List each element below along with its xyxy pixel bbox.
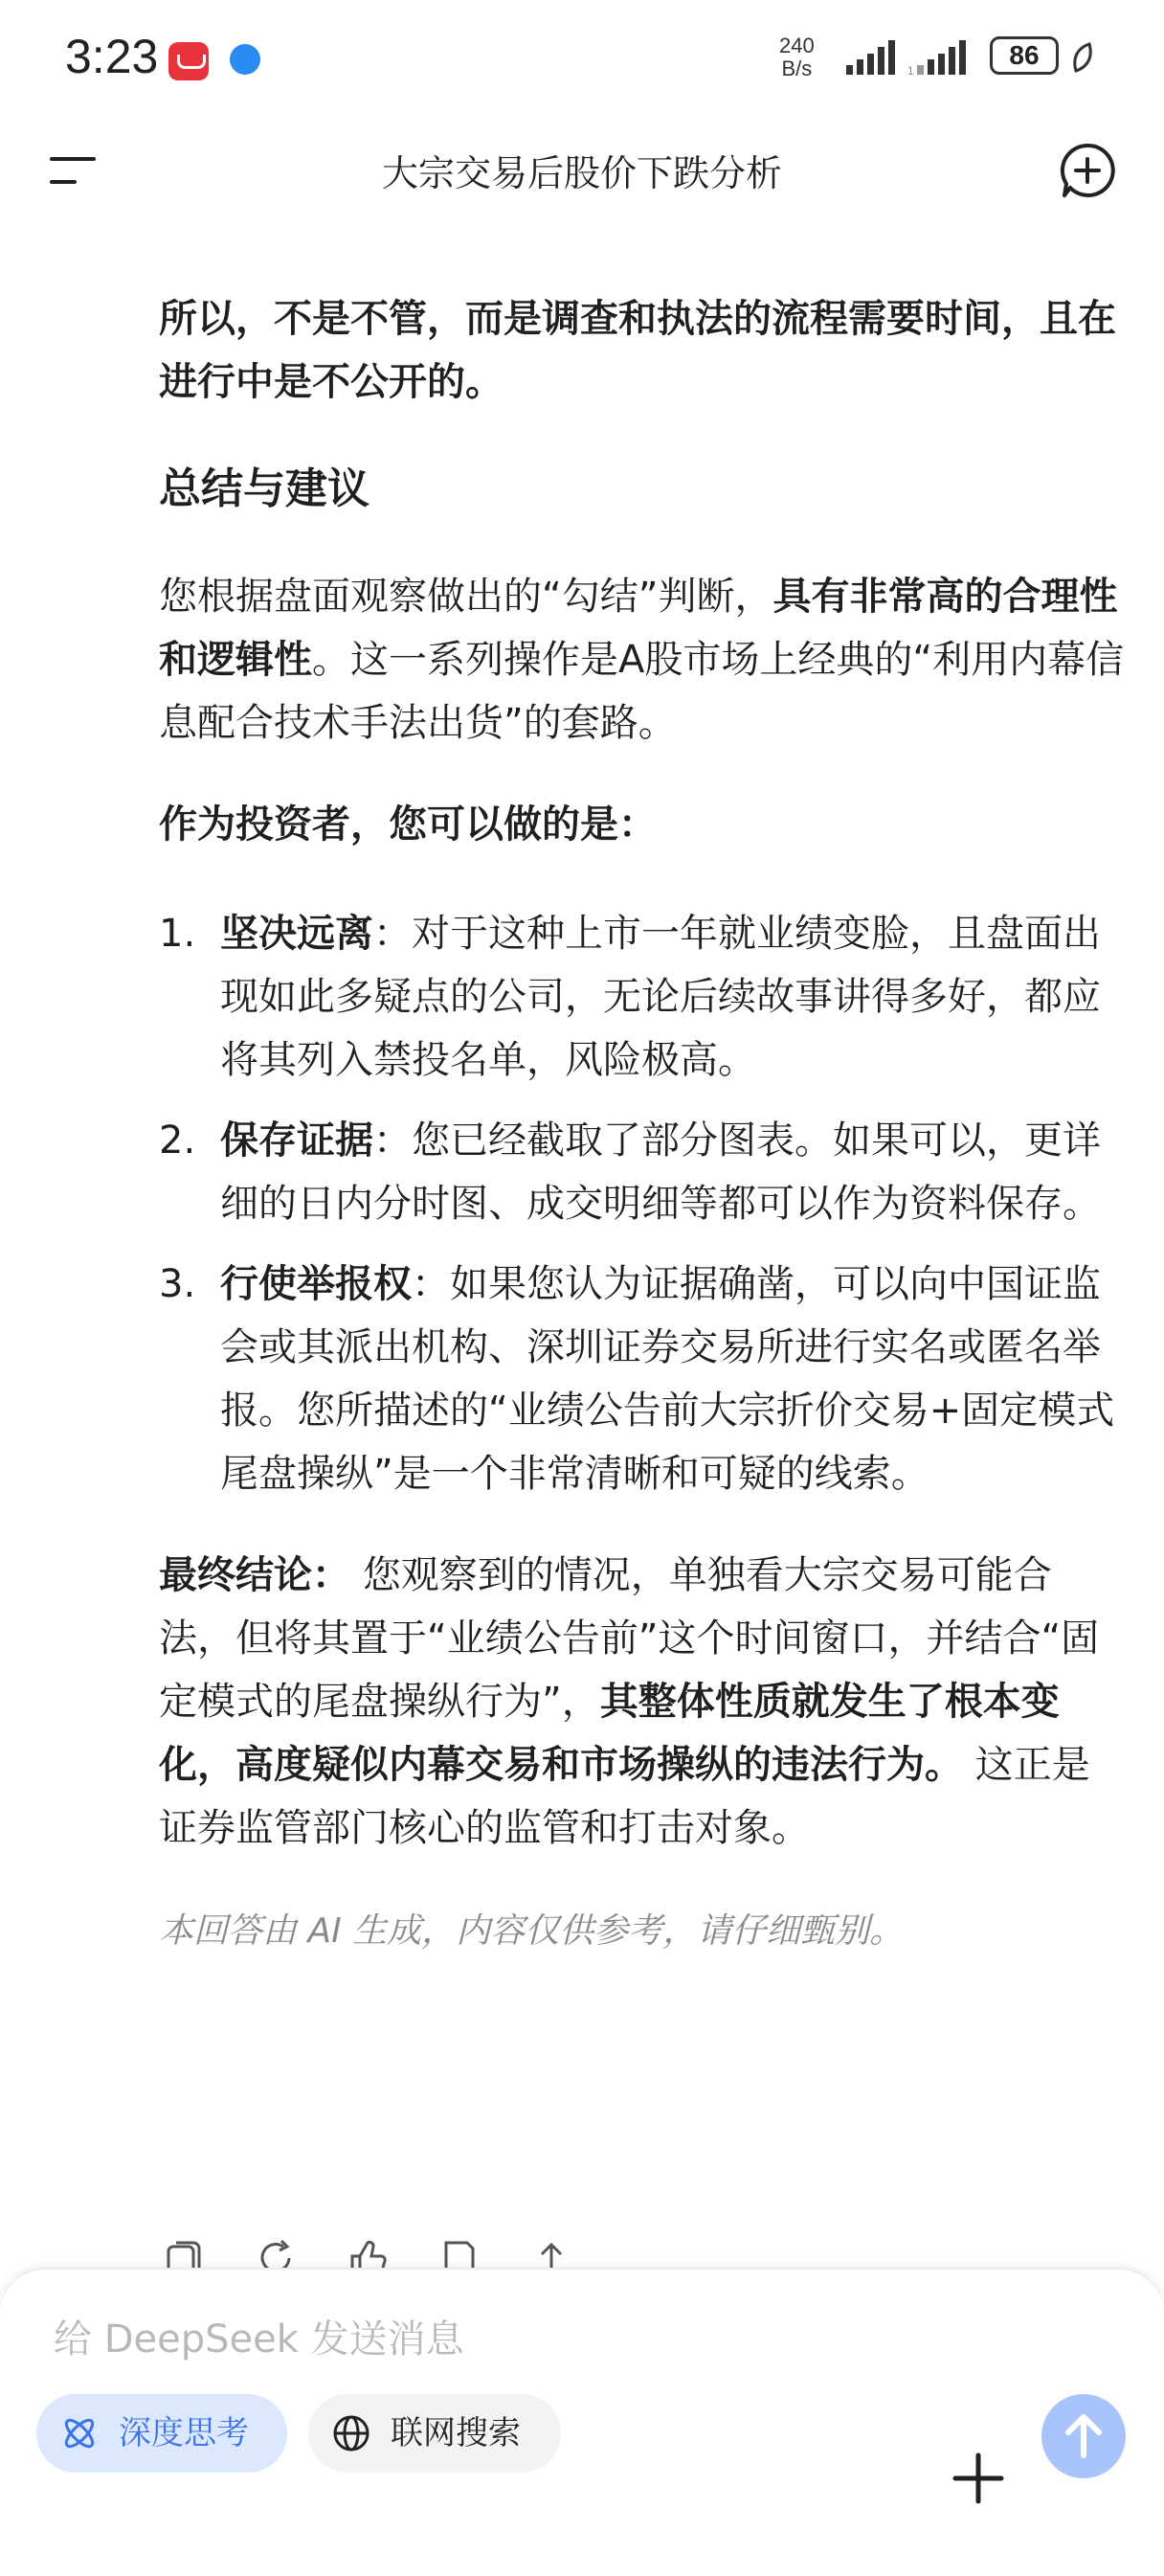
leaf-icon xyxy=(1070,42,1095,75)
network-speed-unit: B/s xyxy=(781,56,813,80)
plus-icon xyxy=(950,2450,1007,2507)
conclusion-bold-text: 其整体性质就发生了根本变化，高度疑似内幕交易和市场操纵的违法行为。 xyxy=(159,1680,1060,1787)
globe-icon xyxy=(331,2413,371,2453)
ai-disclaimer: 本回答由 AI 生成，内容仅供参考，请仔细甄别。 xyxy=(159,1911,905,1951)
summary-text-end: 。这一系列操作是A股市场上经典的“利用内幕信息配合技术手法出货”的套路。 xyxy=(159,638,1125,745)
svg-text:1: 1 xyxy=(907,64,914,77)
clock: 3:23 xyxy=(65,30,159,83)
list-item-title: 保存证据 xyxy=(220,1119,373,1163)
arrow-up-icon xyxy=(1041,2394,1126,2478)
list-item-text: ：如果您认为证据确凿，可以向中国证监会或其派出机构、深圳证券交易所进行实名或匿名举报。您所描述的“业绩公告前大宗折价交易+固定模式尾盘操纵”是一个非常清晰和可疑的线索。 xyxy=(220,1262,1115,1496)
browser-app-icon xyxy=(230,44,260,75)
list-number: 3. xyxy=(159,1262,196,1306)
list-item xyxy=(159,902,1126,1092)
app-header xyxy=(0,115,1164,225)
new-chat-button[interactable] xyxy=(1059,142,1116,199)
conclusion-text-end: 这正是证券监管部门核心的监管和打击对象。 xyxy=(159,1743,1090,1850)
intro-paragraph: 所以，不是不管，而是调查和执法的流程需要时间，且在进行中是不公开的。 xyxy=(159,297,1116,404)
network-speed-value: 240 xyxy=(779,34,815,57)
summary-paragraph xyxy=(159,565,1126,755)
attach-button[interactable] xyxy=(950,2450,1007,2507)
list-item-title: 行使举报权 xyxy=(220,1262,412,1306)
investor-heading: 作为投资者，您可以做的是： xyxy=(159,802,657,847)
conclusion-text: 您观察到的情况，单独看大宗交易可能合法，但将其置于“业绩公告前”这个时间窗口，并结合“固定模式的尾盘操纵行为”， xyxy=(159,1553,1100,1724)
conclusion-label: 最终结论： xyxy=(159,1553,350,1597)
web-search-toggle[interactable] xyxy=(308,2394,561,2473)
web-search-label: 联网搜索 xyxy=(391,2414,521,2452)
summary-bold-text: 具有非常高的合理性和逻辑性 xyxy=(159,575,1118,682)
signal-icon xyxy=(907,38,980,77)
network-speed xyxy=(779,34,815,80)
message-input[interactable] xyxy=(54,2317,1011,2361)
list-number: 1. xyxy=(159,912,196,956)
new-chat-icon xyxy=(1059,142,1116,199)
send-button[interactable] xyxy=(1041,2394,1126,2478)
conclusion-paragraph xyxy=(159,1544,1126,1860)
deep-think-label: 深度思考 xyxy=(119,2414,249,2452)
atom-icon xyxy=(59,2413,100,2453)
battery-icon: 86 xyxy=(990,36,1059,75)
deep-think-toggle[interactable] xyxy=(36,2394,287,2473)
list-item-title: 坚决远离 xyxy=(220,912,373,956)
list-number: 2. xyxy=(159,1119,196,1163)
list-item xyxy=(159,1253,1126,1505)
assistant-message xyxy=(159,287,1126,1963)
section-title: 总结与建议 xyxy=(159,464,369,513)
list-item xyxy=(159,1109,1126,1235)
signal-icon xyxy=(844,38,896,77)
status-bar xyxy=(0,0,1164,115)
huawei-app-icon xyxy=(168,42,209,80)
list-item-text: ：您已经截取了部分图表。如果可以，更详细的日内分时图、成交明细等都可以作为资料保存。 xyxy=(220,1119,1101,1226)
list-item-text: ：对于这种上市一年就业绩变脸，且盘面出现如此多疑点的公司，无论后续故事讲得多好，都应将其列入禁投名单，风险极高。 xyxy=(220,912,1101,1082)
advice-list xyxy=(159,902,1126,1505)
summary-text: 您根据盘面观察做出的“勾结”判断， xyxy=(159,575,773,619)
page-title: 大宗交易后股价下跌分析 xyxy=(381,152,782,194)
